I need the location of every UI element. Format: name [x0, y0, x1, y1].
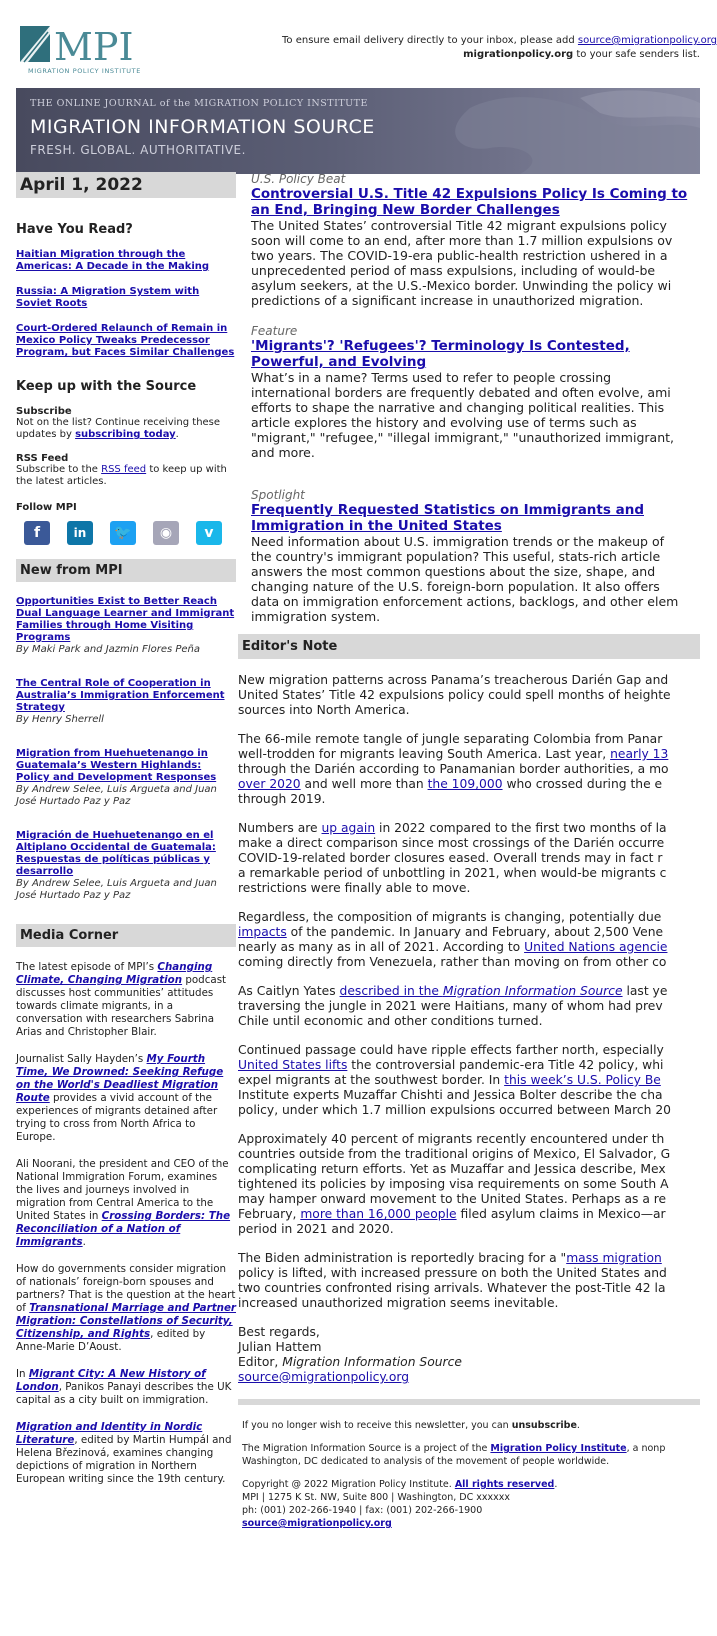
feature-article [251, 324, 700, 460]
feature-description: The United States’ controversial Title 42 migrant expulsions policy soon will come to an end, after more than 1.7 million expulsions ov two years. The COVID-19-era public-health restriction ushered in a unprecedented period of mass expulsions, including of would-be asylum seekers, at the U.S.-Mexico border. Unwinding the policy wi predictions of a significant increase in unauthorized migration. [251, 218, 673, 308]
mpi-link[interactable]: Migration Policy Institute [490, 1443, 627, 1454]
feature-kind: U.S. Policy Beat [251, 172, 346, 186]
editors-note-body [238, 673, 700, 1385]
feature-description: What’s in a name? Terms used to refer to people crossing international borders are frequently debated and often evolve, ami efforts to shape the narrative and changing political realities. This article explores the history and evolving use of terms such as "migrant," "refugee," "illegal immigrant," "unauthorized immigrant, and more. [251, 370, 674, 460]
linkedin-icon[interactable]: in [67, 521, 93, 545]
footer-divider [238, 1399, 700, 1405]
feature-title-link[interactable]: Controversial U.S. Title 42 Expulsions Policy Is Coming to an End, Bringing New Border Challenges [251, 186, 688, 218]
new-item-author: By Maki Park and Jazmin Flores Peña [16, 644, 201, 655]
rss-title: RSS Feed [16, 453, 69, 464]
logo-text: MPI [54, 25, 134, 69]
banner[interactable] [16, 88, 700, 174]
new-item-link[interactable]: The Central Role of Cooperation in Australia’s Immigration Enforcement Strategy [16, 678, 225, 713]
new-item [16, 678, 236, 726]
new-item [16, 596, 236, 656]
have-you-read-link[interactable]: Court-Ordered Relaunch of Remain in Mexico Policy Tweaks Predecessor Program, but Faces Similar Challenges [16, 323, 235, 358]
new-item-link[interactable]: Opportunities Exist to Better Reach Dual Language Learner and Immigrant Families through Home Visiting Programs [16, 596, 235, 643]
have-you-read-link[interactable]: Haitian Migration through the Americas: A Decade in the Making [16, 249, 210, 272]
media-link[interactable]: Migrant City: A New History of London [16, 1368, 206, 1393]
editors-paragraph: Numbers are up again in 2022 compared to the first two months of la make a direct comparison since most crossings of the Darién occurre COVID-19-related border closures eased. Overall trends may in fact r a remarkable period of unbottling in 2021, when would-be migrants c restrictions were finally able to move. [238, 821, 667, 895]
footer [242, 1419, 700, 1530]
banner-slogan: FRESH. GLOBAL. AUTHORITATIVE. [30, 143, 246, 157]
rss-text: Subscribe to the RSS feed to keep up with the latest articles. [16, 464, 227, 487]
media-corner [16, 961, 236, 1486]
new-from-mpi-title: New from MPI [16, 559, 236, 582]
sidebar [16, 172, 236, 1500]
media-item: Migration and Identity in Nordic Literature, edited by Martin Humpál and Helena Březinová, examines changing depictions of migration in Northern European writing since the 19th century. [16, 1421, 232, 1485]
rss-link[interactable]: RSS feed [101, 464, 147, 475]
issue-date: April 1, 2022 [16, 172, 236, 198]
feature-kind: Feature [251, 324, 298, 338]
logo-subtitle: MIGRATION POLICY INSTITUTE [28, 67, 141, 75]
new-item [16, 748, 236, 808]
media-item: Ali Noorani, the president and CEO of the National Immigration Forum, examines the lives and journeys involved in migration from Central America to the United States in Crossing Borders: The Reconciliation of a Nation of Immigrants. [16, 1158, 231, 1248]
media-link[interactable]: Transnational Marriage and Partner Migration: Constellations of Security, Citizenship, and Rights [16, 1302, 237, 1340]
follow-title: Follow MPI [16, 502, 77, 513]
media-link[interactable]: Migration and Identity in Nordic Literature [16, 1421, 203, 1446]
feature-description: Need information about U.S. immigration trends or the makeup of the country's immigrant population? This useful, stats-rich article answers the most common questions about the size, shape, and changing nature of the U.S. foreign-born population. It also offers data on immigration enforcement actions, backlogs, and other elem immigration system. [251, 534, 679, 624]
main-column [238, 172, 700, 1540]
editor-email-link[interactable]: source@migrationpolicy.org [238, 1370, 410, 1384]
new-item-author: By Andrew Selee, Luis Argueta and Juan José Hurtado Paz y Paz [16, 784, 217, 807]
editors-paragraph: Continued passage could have ripple effects farther north, especially United States lifts the controversial pandemic-era Title 42 policy, whi expel migrants at the southwest border. In this week’s U.S. Policy Be Institute experts Muzaffar Chishti and Jessica Bolter describe the cha policy, under which 1.7 million expulsions occurred between March 20 [238, 1043, 671, 1117]
podcast-icon[interactable]: ◉ [153, 521, 179, 545]
subscribe-text: Not on the list? Continue receiving these updates by subscribing today. [16, 417, 221, 440]
unsubscribe-text: If you no longer wish to receive this newsletter, you can unsubscribe. [242, 1420, 580, 1431]
banner-tagline: THE ONLINE JOURNAL of the MIGRATION POLICY INSTITUTE [30, 98, 368, 109]
media-item: How do governments consider migration of nationals’ foreign-born spouses and partners? That is the question at the heart of Transnational Marriage and Partner Migration: Constellations of Security, Citizenship, and Rights, edited by Anne-Marie D’Aoust. [16, 1263, 237, 1353]
footer-email-link[interactable]: source@migrationpolicy.org [242, 1518, 392, 1529]
feature-policy-beat [251, 172, 700, 308]
new-item-author: By Andrew Selee, Luis Argueta and Juan José Hurtado Paz y Paz [16, 878, 217, 901]
safe-sender-note: To ensure email delivery directly to your inbox, please add source@migrationpolicy.org migrationpolicy.org to your safe senders list. [282, 35, 717, 60]
subscribe-link[interactable]: subscribing today [75, 429, 176, 440]
vimeo-icon[interactable]: v [196, 521, 222, 545]
mpi-logo[interactable] [18, 20, 178, 76]
media-link[interactable]: Changing Climate, Changing Migration [16, 961, 213, 986]
banner-title: MIGRATION INFORMATION SOURCE [30, 116, 375, 138]
social-icons [24, 521, 236, 545]
mpi-logo-icon [18, 20, 178, 76]
signature: Best regards, Julian Hattem Editor, Migration Information Source source@migrationpolicy.org [238, 1325, 462, 1384]
new-item-link[interactable]: Migración de Huehuetenango en el Altiplano Occidental de Guatemala: Respuestas de políticas públicas y desarrollo [16, 830, 216, 877]
twitter-icon[interactable]: 🐦 [110, 521, 136, 545]
feature-title-link[interactable]: 'Migrants'? 'Refugees'? Terminology Is Contested, Powerful, and Evolving [251, 338, 630, 370]
subscribe-title: Subscribe [16, 406, 72, 417]
about-text: The Migration Information Source is a project of the Migration Policy Institute, a nonp Washington, DC dedicated to analysis of the movement of people worldwide. [242, 1443, 666, 1467]
editors-paragraph: New migration patterns across Panama’s treacherous Darién Gap and United States’ Title 42 expulsions policy could spell months of heighte sources into North America. [238, 673, 671, 717]
copyright-block: Copyright @ 2022 Migration Policy Institute. All rights reserved. MPI | 1275 K St. NW, Suite 800 | Washington, DC xxxxxx ph: (001) 202-266-1940 | fax: (001) 202-266-1900 source@migrationpolicy.org [242, 1479, 558, 1529]
media-item: The latest episode of MPI’s Changing Climate, Changing Migration podcast discusses host communities’ attitudes towards climate migrants, in a conversation with researchers Sabrina Arias and Christopher Blair. [16, 961, 227, 1038]
editors-note-title: Editor's Note [238, 634, 700, 659]
media-item: In Migrant City: A New History of London, Panikos Panayi describes the UK capital as a city built on immigration. [16, 1368, 232, 1406]
feature-kind: Spotlight [251, 488, 305, 502]
editors-paragraph: The Biden administration is reportedly bracing for a "mass migration policy is lifted, with increased pressure on both the United States and two countries confronted rising arrivals. Whatever the post-Title 42 la increased unauthorized migration seems inevitable. [238, 1251, 667, 1310]
unsubscribe-link[interactable]: unsubscribe [511, 1420, 577, 1431]
new-item-author: By Henry Sherrell [16, 714, 104, 725]
media-link[interactable]: My Fourth Time, We Drowned: Seeking Refuge on the World's Deadliest Migration Route [16, 1053, 224, 1104]
editors-paragraph: Regardless, the composition of migrants is changing, potentially due impacts of the pandemic. In January and February, about 2,500 Vene nearly as many as in all of 2021. According to United Nations agencie coming directly from Venezuela, rather than moving on from other co [238, 910, 668, 969]
header-email-link[interactable]: source@migrationpolicy.org [577, 35, 717, 46]
editors-paragraph: Approximately 40 percent of migrants recently encountered under th countries outside from the traditional origins of Mexico, El Salvador, G complicating return efforts. Yet as Muzaffar and Jessica describe, Mex tightened its policies by imposing visa requirements on some South A may hamper onward movement to the United States. Perhaps as a re February, more than 16,000 people filed asylum claims in Mexico—ar period in 2021 and 2020. [238, 1132, 671, 1236]
media-corner-title: Media Corner [16, 924, 236, 947]
media-item: Journalist Sally Hayden’s My Fourth Time, We Drowned: Seeking Refuge on the World's Deadliest Migration Route provides a vivid account of the experiences of migrants detained after trying to cross from North Africa to Europe. [16, 1053, 224, 1143]
editors-paragraph: As Caitlyn Yates described in the Migration Information Source last ye traversing the jungle in 2021 were Haitians, many of whom had prev Chile until economic and other conditions turned. [238, 984, 668, 1028]
have-you-read-title: Have You Read? [16, 222, 133, 237]
keep-up-title: Keep up with the Source [16, 379, 197, 394]
have-you-read-link[interactable]: Russia: A Migration System with Soviet Roots [16, 286, 200, 309]
facebook-icon[interactable]: f [24, 521, 50, 545]
media-link[interactable]: Crossing Borders: The Reconciliation of a Nation of Immigrants [16, 1210, 231, 1248]
rights-link[interactable]: All rights reserved [454, 1479, 555, 1490]
new-item [16, 830, 236, 902]
world-map-graphic [400, 88, 700, 174]
new-item-link[interactable]: Migration from Huehuetenango in Guatemala’s Western Highlands: Policy and Development Responses [16, 748, 217, 783]
feature-title-link[interactable]: Frequently Requested Statistics on Immigrants and Immigration in the United States [251, 502, 644, 534]
editors-paragraph: The 66-mile remote tangle of jungle separating Colombia from Panar well-trodden for migrants leaving South America. Last year, nearly 13 through the Darién according to Panamanian border authorities, a mo over 2020 and well more than the 109,000 who crossed during the e through 2019. [238, 732, 669, 806]
feature-spotlight [251, 488, 700, 624]
